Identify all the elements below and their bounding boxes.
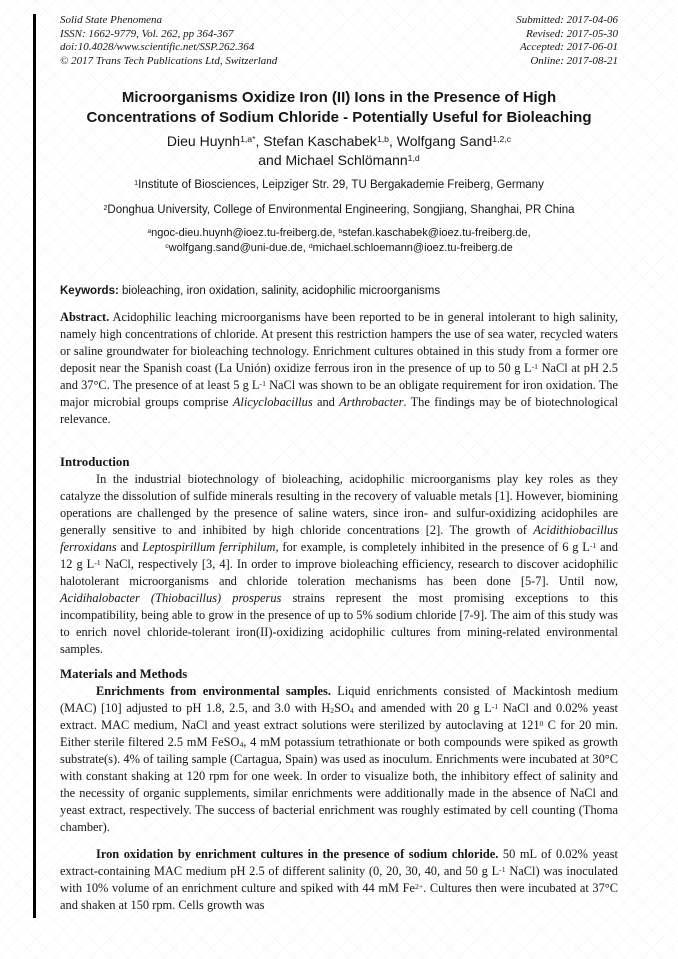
author-emails-block	[60, 226, 618, 256]
paper-title-line1: Microorganisms Oxidize Iron (II) Ions in the Presence of High	[121, 89, 557, 106]
doi-line: doi:10.4028/www.scientific.net/SSP.262.364	[60, 41, 255, 53]
left-margin-rule	[33, 14, 36, 918]
authors-block	[60, 132, 618, 170]
issn-volume-line: ISSN: 1662-9779, Vol. 262, pp 364-367	[60, 27, 234, 40]
authors-line2: and Michael Schlömann$^{1,d}$	[258, 152, 420, 168]
affiliation-2: $^2$Donghua University, College of Environmental Engineering, Songjiang, Shanghai, PR China	[103, 203, 575, 216]
copyright-line: © 2017 Trans Tech Publications Ltd, Switzerland	[60, 54, 278, 67]
abstract-paragraph: Abstract. Acidophilic leaching microorganisms have been reported to be in general intolerant to high salinity, namely high concentrations of chloride. At present this restriction hampers the use of sea water, recycled waters or saline groundwater for bioleaching technology. Enrichment cultures obtained in this study from a former ore deposit near the Spanish coast (La Unión) oxidize ferrous iron in the presence of up to 50 g $L^{-1}$ NaCl at pH 2.5 and 37°C. The presence of at least 5 g $L^{-1}$ NaCl was shown to be an obligate requirement for iron oxidation. The major microbial groups comprise Alicyclobacillus and Arthrobacter. The findings may be of biotechnological relevance.	[60, 310, 619, 426]
revised-date: Revised: 2017-05-30	[526, 27, 618, 40]
section-heading-introduction: Introduction	[60, 455, 130, 469]
submission-dates-block	[516, 14, 618, 68]
journal-info-block	[60, 14, 277, 68]
paper-title-line2: Concentrations of Sodium Chloride - Potentially Useful for Bioleaching	[86, 109, 592, 126]
paper-title	[60, 88, 618, 128]
journal-name: Solid State Phenomena	[60, 14, 163, 26]
journal-header	[60, 14, 618, 68]
introduction-paragraph: In the industrial biotechnology of bioleaching, acidophilic microorganisms play key roles as they catalyze the dissolution of sulfide minerals resulting in the recovery of valuable metals [1]. However, biomining operations are challenged by the presence of saline waters, since iron- and sulfur-oxidizing acidophiles are generally sensitive to and inhibited by high chloride concentrations [2]. The growth of Acidithiobacillus ferroxidans and Leptospirillum ferriphilum, for example, is completely inhibited in the presence of 6 g $L^{-1}$ and 12 g $L^{-1}$ NaCl, respectively [3, 4]. In order to improve bioleaching efficiency, research to discover acidophilic halotolerant microorganisms and chloride toleration mechanisms has been done [5-7]. Until now, Acidihalobacter (Thiobacillus) prosperus strains represent the most promising exceptions to this incompatibility, being able to grow in the presence of up to 5% sodium chloride [7-9]. The aim of this study was to enrich novel chloride-tolerant iron(II)-oxidizing acidophilic cultures from mining-related environmental samples.	[60, 472, 618, 656]
submitted-date: Submitted: 2017-04-06	[516, 14, 618, 26]
accepted-date: Accepted: 2017-06-01	[519, 41, 618, 53]
section-heading-materials-and-methods: Materials and Methods	[60, 667, 188, 681]
keywords-line: Keywords: bioleaching, iron oxidation, salinity, acidophilic microorganisms	[60, 285, 441, 297]
materials-paragraph-iron-oxidation: Iron oxidation by enrichment cultures in the presence of sodium chloride. 50 mL of 0.02% yeast extract-containing MAC medium pH 2.5 of different salinity (0, 20, 30, 40, and 50 g $L^{-1}$ NaCl) was inoculated with 10% volume of an enrichment culture and spiked with 44 mM $Fe^{2+}$. Cultures then were incubated at 37°C and shaken at 150 rpm. Cells growth was	[60, 847, 618, 912]
affiliation-1: $^1$Institute of Biosciences, Leipziger Str. 29, TU Bergakademie Freiberg, Germany	[134, 178, 544, 191]
emails-line1: $^a$ngoc-dieu.huynh@ioez.tu-freiberg.de, $^b$stefan.kaschabek@ioez.tu-freiberg.de,	[147, 227, 531, 239]
online-date: Online: 2017-08-21	[530, 54, 618, 67]
materials-paragraph-enrichments: Enrichments from environmental samples. Liquid enrichments consisted of Mackintosh medium (MAC) [10] adjusted to pH 1.8, 2.5, and 3.0 with $H_2SO_4$ and amended with 20 g $L^{-1}$ NaCl and 0.02% yeast extract. MAC medium, NaCl and yeast extract solutions were sterilized by autoclaving at $121^0$ C for 20 min. Either sterile filtered 2.5 mM FeSO$_4$, 4 mM potassium tetrathionate or both compounds were spiked as growth substrate(s). 4% of tailing sample (Cartagua, Spain) was used as inoculum. Enrichments were incubated at 30°C with constant shaking at 120 rpm for one week. In order to visualize both, the inhibitory effect of salinity and the necessity of organic supplements, similar enrichments were additionally made in the absence of NaCl and yeast extract, respectively. The success of bacterial enrichment was roughly estimated by cell counting (Thoma chamber).	[60, 684, 618, 834]
emails-line2: $^c$wolfgang.sand@uni-due.de, $^d$michael.schloemann@ioez.tu-freiberg.de	[165, 242, 513, 254]
authors-line1: Dieu Huynh$^{1,a*}$, Stefan Kaschabek$^{1,b}$, Wolfgang Sand$^{1,2,c}$	[166, 133, 512, 149]
